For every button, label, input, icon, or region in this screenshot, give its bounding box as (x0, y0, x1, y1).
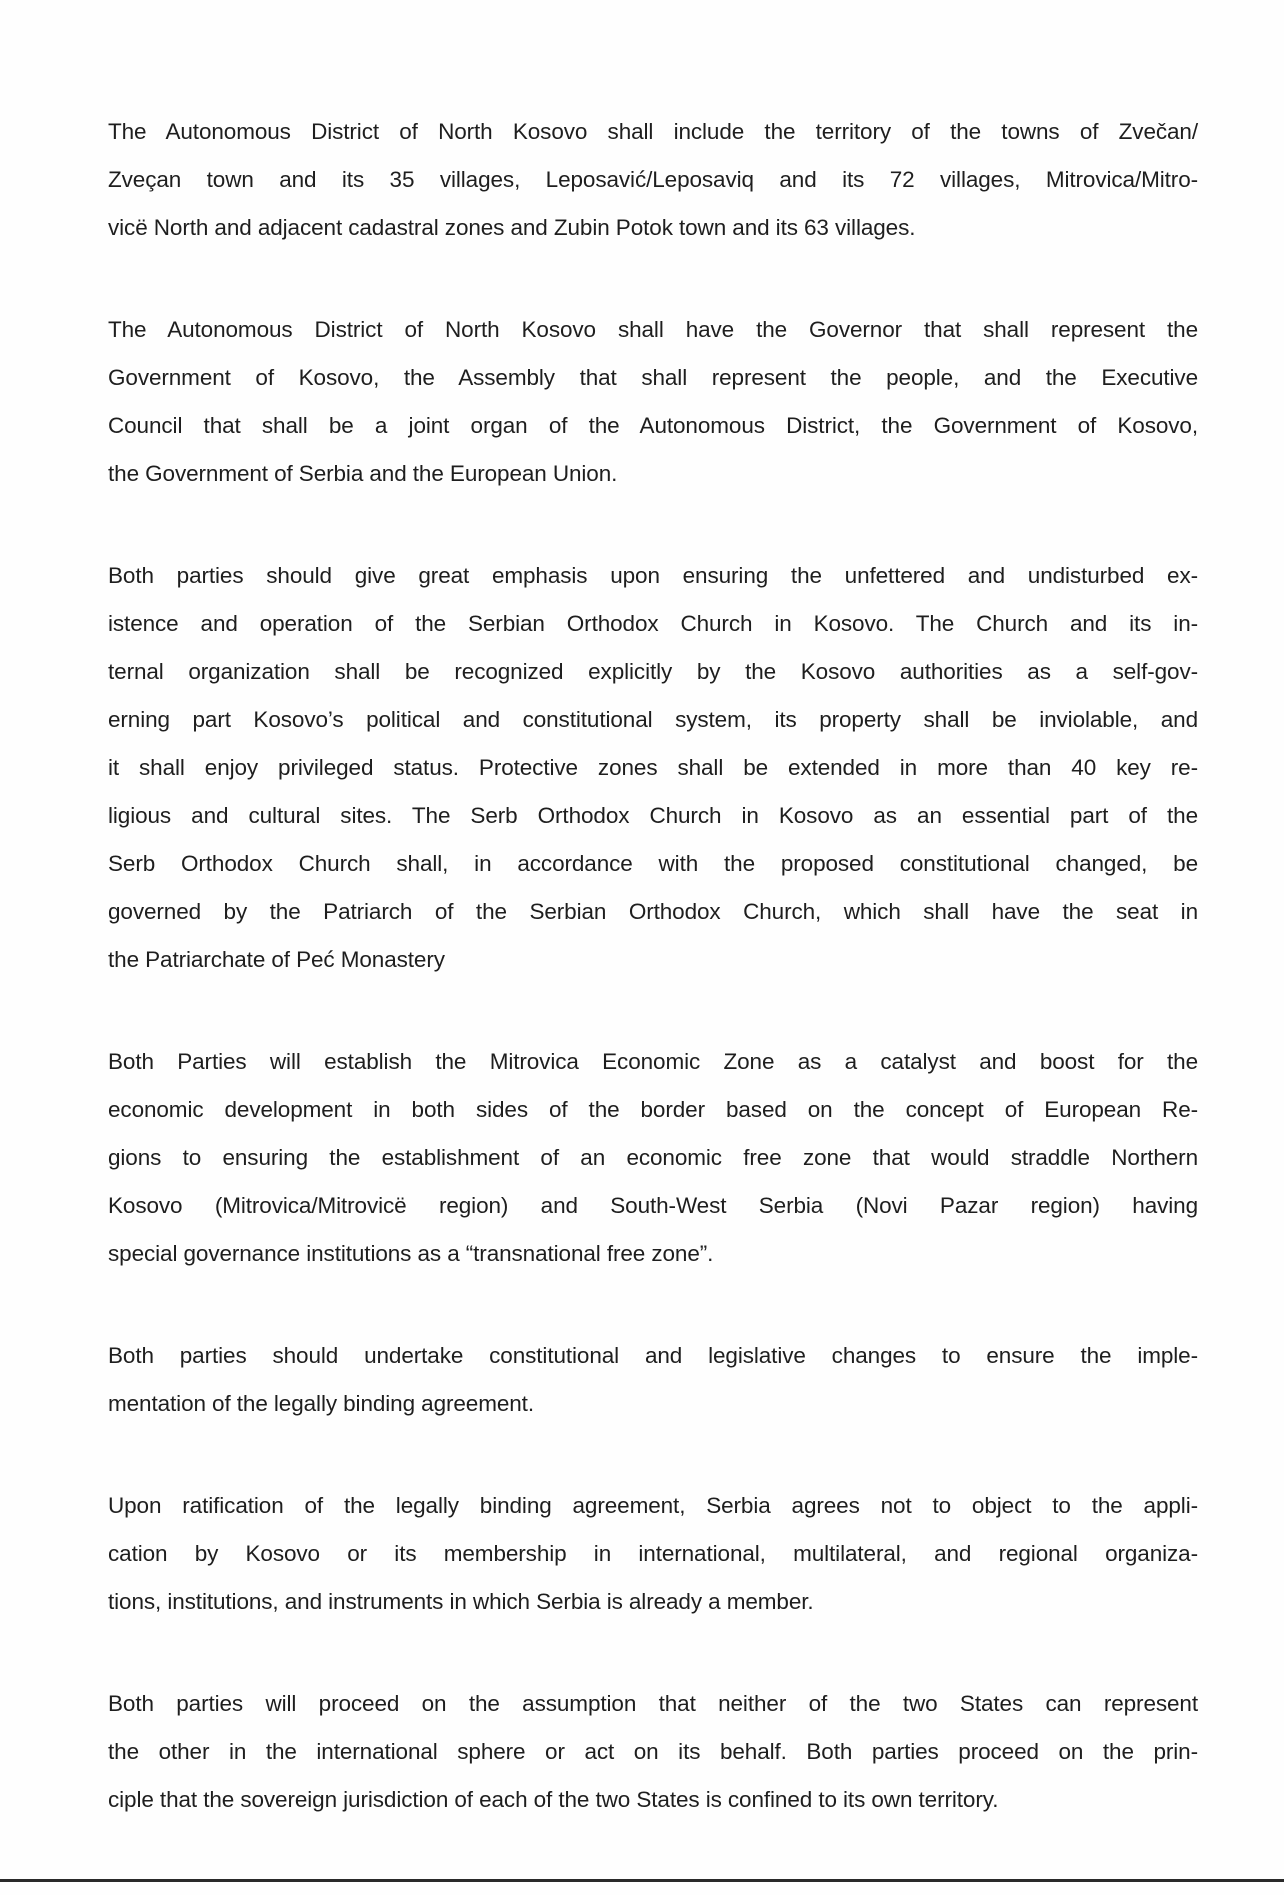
text-line: mentation of the legally binding agreement. (108, 1391, 534, 1416)
paragraph-orthodox-church (108, 552, 1198, 984)
text-line: Zveçan town and its 35 villages, Leposavić/Leposaviq and its 72 villages, Mitrovica/Mitro- (108, 167, 1198, 192)
paragraph-constitutional-changes (108, 1332, 1198, 1428)
text-line: special governance institutions as a “transnational free zone”. (108, 1241, 714, 1266)
paragraph-economic-zone (108, 1038, 1198, 1278)
text-line: ligious and cultural sites. The Serb Orthodox Church in Kosovo as an essential part of the (108, 803, 1198, 828)
text-line: tions, institutions, and instruments in which Serbia is already a member. (108, 1589, 814, 1614)
text-line: Both parties will proceed on the assumption that neither of the two States can represent (108, 1691, 1198, 1716)
paragraph-sovereign-jurisdiction (108, 1680, 1198, 1824)
text-line: the Patriarchate of Peć Monastery (108, 947, 445, 972)
paragraph-north-kosovo-territory (108, 108, 1198, 252)
text-line: erning part Kosovo’s political and constitutional system, its property shall be inviolable, and (108, 707, 1198, 732)
text-line: gions to ensuring the establishment of an economic free zone that would straddle Northern (108, 1145, 1198, 1170)
text-line: Kosovo (Mitrovica/Mitrovicë region) and South-West Serbia (Novi Pazar region) having (108, 1193, 1198, 1218)
text-line: The Autonomous District of North Kosovo shall include the territory of the towns of Zvečan/ (108, 119, 1198, 144)
text-line: economic development in both sides of the border based on the concept of European Re- (108, 1097, 1198, 1122)
text-line: the other in the international sphere or act on its behalf. Both parties proceed on the prin- (108, 1739, 1198, 1764)
text-line: Upon ratification of the legally binding agreement, Serbia agrees not to object to the appli- (108, 1493, 1198, 1518)
paragraph-ratification (108, 1482, 1198, 1626)
text-line: Serb Orthodox Church shall, in accordance with the proposed constitutional changed, be (108, 851, 1198, 876)
text-line: vicë North and adjacent cadastral zones and Zubin Potok town and its 63 villages. (108, 215, 916, 240)
text-line: Both parties should undertake constitutional and legislative changes to ensure the imple- (108, 1343, 1198, 1368)
bottom-divider (0, 1879, 1284, 1882)
text-line: The Autonomous District of North Kosovo shall have the Governor that shall represent the (108, 317, 1198, 342)
text-line: Government of Kosovo, the Assembly that shall represent the people, and the Executive (108, 365, 1198, 390)
text-line: ternal organization shall be recognized explicitly by the Kosovo authorities as a self-gov- (108, 659, 1198, 684)
text-line: Council that shall be a joint organ of the Autonomous District, the Government of Kosovo, (108, 413, 1198, 438)
text-line: it shall enjoy privileged status. Protective zones shall be extended in more than 40 key re- (108, 755, 1198, 780)
text-line: cation by Kosovo or its membership in international, multilateral, and regional organiza- (108, 1541, 1198, 1566)
text-line: governed by the Patriarch of the Serbian Orthodox Church, which shall have the seat in (108, 899, 1198, 924)
text-line: Both parties should give great emphasis upon ensuring the unfettered and undisturbed ex- (108, 563, 1198, 588)
text-line: ciple that the sovereign jurisdiction of each of the two States is confined to its own territory. (108, 1787, 999, 1812)
text-line: Both Parties will establish the Mitrovica Economic Zone as a catalyst and boost for the (108, 1049, 1198, 1074)
document-body (108, 108, 1198, 1878)
text-line: istence and operation of the Serbian Orthodox Church in Kosovo. The Church and its in- (108, 611, 1198, 636)
text-line: the Government of Serbia and the European Union. (108, 461, 618, 486)
paragraph-governance-structure (108, 306, 1198, 498)
